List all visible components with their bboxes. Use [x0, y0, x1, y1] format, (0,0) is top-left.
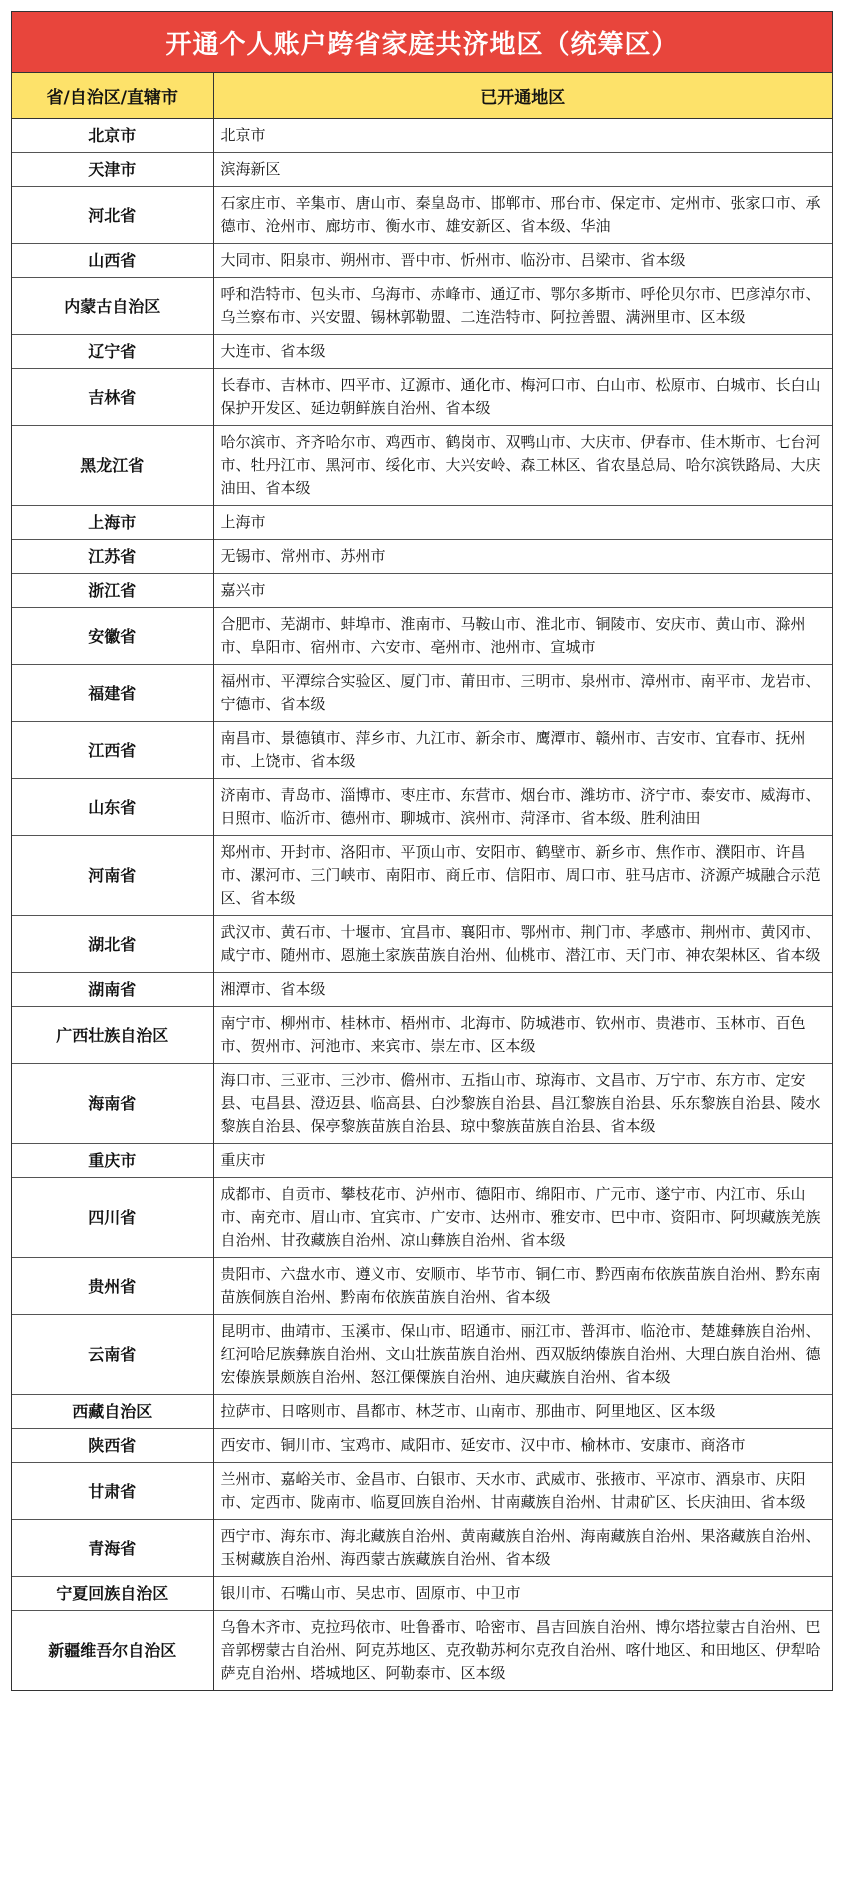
table-row: [12, 506, 832, 540]
areas-cell: 乌鲁木齐市、克拉玛依市、吐鲁番市、哈密市、昌吉回族自治州、博尔塔拉蒙古自治州、巴音郭楞蒙古自治州、阿克苏地区、克孜勒苏柯尔克孜自治州、喀什地区、和田地区、伊犁哈萨克自治州、塔城地区、阿勒泰市、区本级: [213, 1611, 832, 1691]
areas-cell: 滨海新区: [213, 153, 832, 187]
areas-cell: 昆明市、曲靖市、玉溪市、保山市、昭通市、丽江市、普洱市、临沧市、楚雄彝族自治州、红河哈尼族彝族自治州、文山壮族苗族自治州、西双版纳傣族自治州、大理白族自治州、德宏傣族景颇族自治州、怒江傈僳族自治州、迪庆藏族自治州、省本级: [213, 1315, 832, 1395]
table-row: [12, 1258, 832, 1315]
province-cell: 内蒙古自治区: [12, 278, 213, 335]
table-row: [12, 1520, 832, 1577]
table-row: [12, 574, 832, 608]
header-row: [12, 73, 832, 119]
areas-cell: 拉萨市、日喀则市、昌都市、林芝市、山南市、那曲市、阿里地区、区本级: [213, 1395, 832, 1429]
province-cell: 江苏省: [12, 540, 213, 574]
areas-cell: 大连市、省本级: [213, 335, 832, 369]
table-row: [12, 335, 832, 369]
province-cell: 山西省: [12, 244, 213, 278]
areas-cell: 兰州市、嘉峪关市、金昌市、白银市、天水市、武威市、张掖市、平凉市、酒泉市、庆阳市、定西市、陇南市、临夏回族自治州、甘南藏族自治州、甘肃矿区、长庆油田、省本级: [213, 1463, 832, 1520]
table-row: [12, 836, 832, 916]
province-cell: 山东省: [12, 779, 213, 836]
province-cell: 西藏自治区: [12, 1395, 213, 1429]
table-body: [12, 119, 832, 1691]
province-cell: 辽宁省: [12, 335, 213, 369]
province-cell: 海南省: [12, 1064, 213, 1144]
province-cell: 湖北省: [12, 916, 213, 973]
table-row: [12, 244, 832, 278]
table-title: 开通个人账户跨省家庭共济地区（统筹区）: [12, 12, 832, 73]
areas-cell: 海口市、三亚市、三沙市、儋州市、五指山市、琼海市、文昌市、万宁市、东方市、定安县、屯昌县、澄迈县、临高县、白沙黎族自治县、昌江黎族自治县、乐东黎族自治县、陵水黎族自治县、保亭黎族苗族自治县、琼中黎族苗族自治县、省本级: [213, 1064, 832, 1144]
areas-cell: 贵阳市、六盘水市、遵义市、安顺市、毕节市、铜仁市、黔西南布依族苗族自治州、黔东南苗族侗族自治州、黔南布依族苗族自治州、省本级: [213, 1258, 832, 1315]
province-cell: 上海市: [12, 506, 213, 540]
table-row: [12, 119, 832, 153]
areas-cell: 西宁市、海东市、海北藏族自治州、黄南藏族自治州、海南藏族自治州、果洛藏族自治州、玉树藏族自治州、海西蒙古族藏族自治州、省本级: [213, 1520, 832, 1577]
province-column-header: 省/自治区/直辖市: [12, 73, 213, 119]
province-cell: 河北省: [12, 187, 213, 244]
table-row: [12, 1395, 832, 1429]
areas-cell: 重庆市: [213, 1144, 832, 1178]
table-row: [12, 1577, 832, 1611]
region-table-container: [11, 11, 833, 1691]
province-cell: 四川省: [12, 1178, 213, 1258]
table-row: [12, 1463, 832, 1520]
province-cell: 广西壮族自治区: [12, 1007, 213, 1064]
areas-cell: 大同市、阳泉市、朔州市、晋中市、忻州市、临汾市、吕梁市、省本级: [213, 244, 832, 278]
table-row: [12, 608, 832, 665]
table-row: [12, 1429, 832, 1463]
areas-cell: 南昌市、景德镇市、萍乡市、九江市、新余市、鹰潭市、赣州市、吉安市、宜春市、抚州市、上饶市、省本级: [213, 722, 832, 779]
province-cell: 青海省: [12, 1520, 213, 1577]
areas-cell: 郑州市、开封市、洛阳市、平顶山市、安阳市、鹤壁市、新乡市、焦作市、濮阳市、许昌市、漯河市、三门峡市、南阳市、商丘市、信阳市、周口市、驻马店市、济源产城融合示范区、省本级: [213, 836, 832, 916]
areas-cell: 无锡市、常州市、苏州市: [213, 540, 832, 574]
areas-cell: 西安市、铜川市、宝鸡市、咸阳市、延安市、汉中市、榆林市、安康市、商洛市: [213, 1429, 832, 1463]
table-row: [12, 1144, 832, 1178]
areas-cell: 上海市: [213, 506, 832, 540]
areas-cell: 成都市、自贡市、攀枝花市、泸州市、德阳市、绵阳市、广元市、遂宁市、内江市、乐山市、南充市、眉山市、宜宾市、广安市、达州市、雅安市、巴中市、资阳市、阿坝藏族羌族自治州、甘孜藏族自治州、凉山彝族自治州、省本级: [213, 1178, 832, 1258]
areas-cell: 嘉兴市: [213, 574, 832, 608]
table-row: [12, 1611, 832, 1691]
province-cell: 宁夏回族自治区: [12, 1577, 213, 1611]
province-cell: 云南省: [12, 1315, 213, 1395]
province-cell: 陕西省: [12, 1429, 213, 1463]
table-row: [12, 187, 832, 244]
province-cell: 天津市: [12, 153, 213, 187]
province-cell: 北京市: [12, 119, 213, 153]
table-row: [12, 1064, 832, 1144]
areas-cell: 石家庄市、辛集市、唐山市、秦皇岛市、邯郸市、邢台市、保定市、定州市、张家口市、承德市、沧州市、廊坊市、衡水市、雄安新区、省本级、华油: [213, 187, 832, 244]
table-row: [12, 722, 832, 779]
table-row: [12, 1315, 832, 1395]
province-cell: 湖南省: [12, 973, 213, 1007]
areas-cell: 湘潭市、省本级: [213, 973, 832, 1007]
table-row: [12, 1178, 832, 1258]
areas-cell: 济南市、青岛市、淄博市、枣庄市、东营市、烟台市、潍坊市、济宁市、泰安市、威海市、日照市、临沂市、德州市、聊城市、滨州市、菏泽市、省本级、胜利油田: [213, 779, 832, 836]
province-cell: 黑龙江省: [12, 426, 213, 506]
province-cell: 浙江省: [12, 574, 213, 608]
table-row: [12, 1007, 832, 1064]
table-row: [12, 973, 832, 1007]
table-row: [12, 665, 832, 722]
table-row: [12, 426, 832, 506]
province-cell: 河南省: [12, 836, 213, 916]
areas-column-header: 已开通地区: [213, 73, 832, 119]
areas-cell: 南宁市、柳州市、桂林市、梧州市、北海市、防城港市、钦州市、贵港市、玉林市、百色市、贺州市、河池市、来宾市、崇左市、区本级: [213, 1007, 832, 1064]
region-table: [12, 73, 832, 1690]
table-row: [12, 153, 832, 187]
province-cell: 江西省: [12, 722, 213, 779]
province-cell: 福建省: [12, 665, 213, 722]
table-row: [12, 369, 832, 426]
areas-cell: 合肥市、芜湖市、蚌埠市、淮南市、马鞍山市、淮北市、铜陵市、安庆市、黄山市、滁州市、阜阳市、宿州市、六安市、亳州市、池州市、宣城市: [213, 608, 832, 665]
table-row: [12, 779, 832, 836]
province-cell: 新疆维吾尔自治区: [12, 1611, 213, 1691]
areas-cell: 福州市、平潭综合实验区、厦门市、莆田市、三明市、泉州市、漳州市、南平市、龙岩市、宁德市、省本级: [213, 665, 832, 722]
areas-cell: 长春市、吉林市、四平市、辽源市、通化市、梅河口市、白山市、松原市、白城市、长白山保护开发区、延边朝鲜族自治州、省本级: [213, 369, 832, 426]
table-row: [12, 540, 832, 574]
areas-cell: 武汉市、黄石市、十堰市、宜昌市、襄阳市、鄂州市、荆门市、孝感市、荆州市、黄冈市、咸宁市、随州市、恩施土家族苗族自治州、仙桃市、潜江市、天门市、神农架林区、省本级: [213, 916, 832, 973]
table-row: [12, 278, 832, 335]
province-cell: 吉林省: [12, 369, 213, 426]
areas-cell: 呼和浩特市、包头市、乌海市、赤峰市、通辽市、鄂尔多斯市、呼伦贝尔市、巴彦淖尔市、乌兰察布市、兴安盟、锡林郭勒盟、二连浩特市、阿拉善盟、满洲里市、区本级: [213, 278, 832, 335]
province-cell: 甘肃省: [12, 1463, 213, 1520]
province-cell: 安徽省: [12, 608, 213, 665]
table-row: [12, 916, 832, 973]
areas-cell: 哈尔滨市、齐齐哈尔市、鸡西市、鹤岗市、双鸭山市、大庆市、伊春市、佳木斯市、七台河市、牡丹江市、黑河市、绥化市、大兴安岭、森工林区、省农垦总局、哈尔滨铁路局、大庆油田、省本级: [213, 426, 832, 506]
province-cell: 贵州省: [12, 1258, 213, 1315]
areas-cell: 北京市: [220, 126, 266, 144]
areas-cell: 银川市、石嘴山市、吴忠市、固原市、中卫市: [213, 1577, 832, 1611]
province-cell: 重庆市: [12, 1144, 213, 1178]
